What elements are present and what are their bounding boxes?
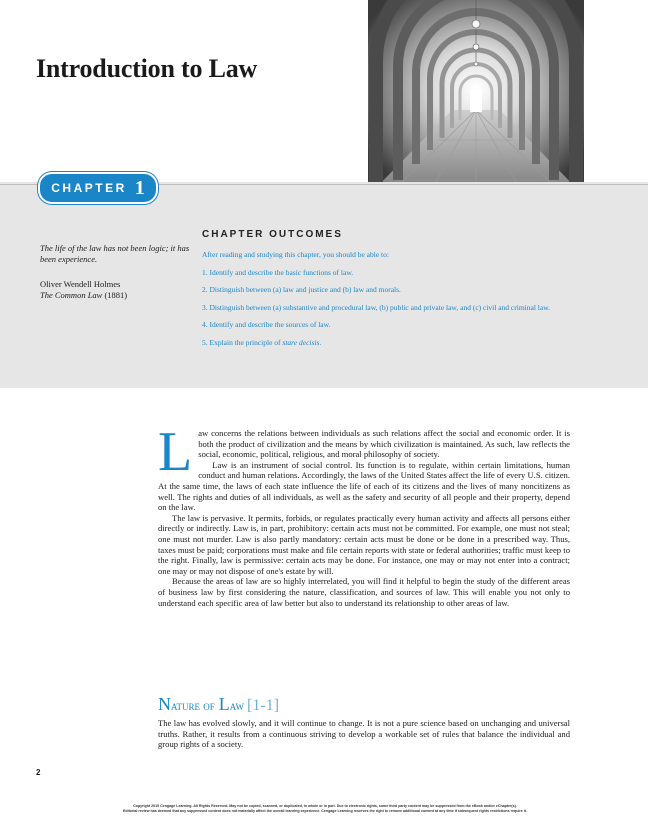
body-paragraph: Law is an instrument of social control. Its function is to regulate, within certain limitations, human conduct and human relations. Accordingly, the laws of the United States affect the life of every U.S. citizen. At the same time, the laws of each state influence the life of each of its citizens and the lives of many noncitizens as well. The rights and duties of all individuals, as well as the safety and security of all people and their property, depend on the law. bbox=[158, 459, 570, 513]
chapter-badge bbox=[38, 172, 158, 204]
body-paragraph: Because the areas of law are so highly interrelated, you will find it helpful to begin the study of the different areas of business law by first considering the nature, classification, and sources of law. This will enable you not only to understand each specific area of law better but also to understand its relationship to other areas of law. bbox=[158, 576, 570, 608]
body-paragraph-1-text: aw concerns the relations between individuals as such relations affect the social and economic order. It is both the product of civilization and the means by which civilization is maintained. As such, law reflects the social, economic, political, religious, and moral philosophy of society. bbox=[198, 428, 570, 460]
drop-cap: L bbox=[158, 421, 193, 483]
epigraph-source bbox=[40, 290, 190, 301]
copyright-footer bbox=[40, 804, 610, 814]
outcome-item: 2. Distinguish between (a) law and justice and (b) law and morals. bbox=[202, 285, 401, 294]
outcome-item: 4. Identify and describe the sources of law. bbox=[202, 320, 331, 329]
epigraph-quote: The life of the law has not been logic; it has been experience. bbox=[40, 243, 190, 264]
section-heading bbox=[158, 694, 279, 715]
outcome-item: 3. Distinguish between (a) substantive and procedural law, (b) public and private law, and (c) civil and criminal law. bbox=[202, 302, 551, 312]
outcomes-heading: CHAPTER OUTCOMES bbox=[202, 229, 343, 240]
section-paragraph: The law has evolved slowly, and it will continue to change. It is not a pure science based on unchanging and universal truths. Rather, it results from a continuous striving to develop a workable set of rules that balance the individual and group rights of a society. bbox=[158, 718, 570, 750]
chapter-number: 1 bbox=[134, 176, 145, 199]
epigraph bbox=[40, 243, 190, 301]
outcome-item bbox=[202, 338, 587, 348]
section-heading-aw: aw bbox=[229, 698, 245, 713]
section-body bbox=[158, 718, 570, 750]
outcome-item: 1. Identify and describe the basic functions of law. bbox=[202, 267, 354, 277]
outcomes-intro: After reading and studying this chapter, you should be able to: bbox=[202, 250, 389, 259]
outcome-item-5-prefix: 5. Explain the principle of bbox=[202, 337, 283, 347]
section-heading-n: N bbox=[158, 694, 171, 714]
section-heading-ature: ature of bbox=[171, 698, 215, 713]
outcome-item-5-suffix: . bbox=[319, 337, 322, 347]
section-reference: [1-1] bbox=[247, 697, 280, 714]
copyright-line-2: Editorial review has deemed that any suppressed content does not materially affect the overall learning experience. Cengage Learning reserves the right to remove additional content at any time if subsequent rights restrictions require it. bbox=[122, 809, 527, 813]
chapter-title: Introduction to Law bbox=[36, 54, 258, 83]
page-number: 2 bbox=[36, 768, 41, 777]
body-text bbox=[158, 421, 570, 608]
copyright-line-1: Copyright 2019 Cengage Learning. All Rights Reserved. May not be copied, scanned, or duplicated, in whole or in part. Due to electronic rights, some third party content may be suppressed from the eBook and/or eChapter(s). bbox=[133, 804, 517, 808]
body-paragraph bbox=[158, 421, 570, 483]
outcome-item-5-term: stare decisis bbox=[282, 337, 320, 347]
body-paragraph: The law is pervasive. It permits, forbids, or regulates practically every human activity and affects all persons either directly or indirectly. Law is, in part, prohibitory: certain acts must not be committed. For example, one must not steal; one must not murder. Law is also partly mandatory: certain acts must be done or be done in a prescribed way. Thus, taxes must be paid; corporations must make and file certain reports with state or federal authorities; traffic must keep to the right. Finally, law is permissive: certain acts may be done. For instance, one may or may not enter into a contract; one may or may not dispose of one's estate by will. bbox=[158, 512, 570, 576]
epigraph-year: (1881) bbox=[104, 290, 128, 300]
epigraph-author: Oliver Wendell Holmes bbox=[40, 279, 121, 289]
arcade-photo bbox=[368, 0, 584, 196]
chapter-label: CHAPTER bbox=[51, 181, 127, 195]
outcomes-list bbox=[202, 250, 587, 355]
section-heading-l: L bbox=[218, 694, 230, 714]
epigraph-book-title: The Common Law bbox=[40, 290, 103, 300]
